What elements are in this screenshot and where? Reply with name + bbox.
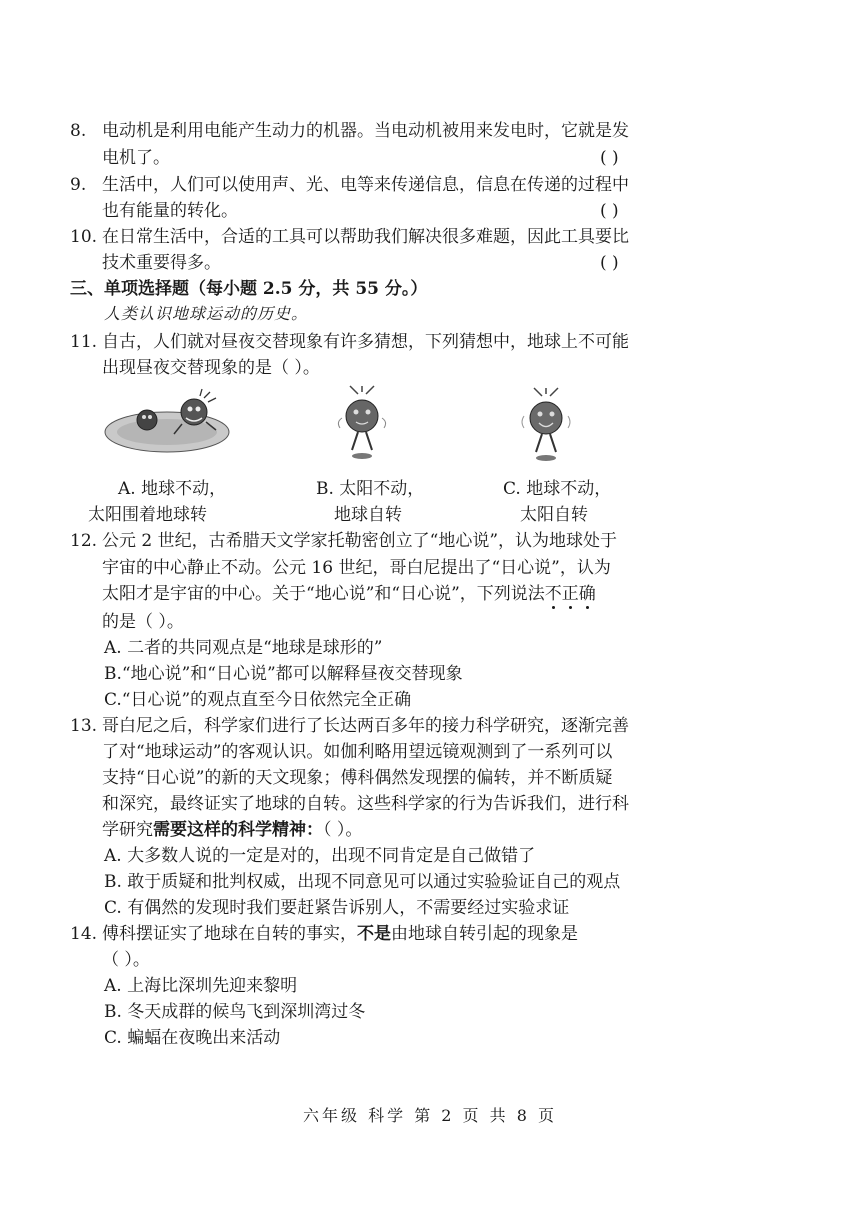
answer-bracket-10[interactable]: ( ): [600, 253, 619, 273]
q11-option-c-line1[interactable]: C. 地球不动，: [503, 479, 612, 499]
q13-option-b[interactable]: B. 敢于质疑和批判权威，出现不同意见可以通过实验验证自己的观点: [104, 872, 621, 892]
earth-sun-illustration-c: [516, 386, 576, 466]
question-14: 14. 傅科摆证实了地球在自转的事实，不是由地球自转引起的现象是: [70, 924, 578, 944]
question-13: 13. 哥白尼之后，科学家们进行了长达两百多年的接力科学研究，逐渐完善: [70, 716, 629, 736]
earth-sun-illustration-a: [102, 388, 237, 458]
q13-option-c[interactable]: C. 有偶然的发现时我们要赶紧告诉别人，不需要经过实验求证: [104, 898, 570, 918]
section-subtitle: 人类认识地球运动的历史。: [104, 304, 309, 323]
question-13-line3: 支持“日心说”的新的天文现象；傅科偶然发现摆的偏转，并不断质疑: [102, 768, 613, 788]
q14-option-a[interactable]: A. 上海比深圳先迎来黎明: [104, 976, 298, 996]
q12-option-b[interactable]: B.“地心说”和“日心说”都可以解释昼夜交替现象: [104, 664, 463, 684]
question-12-line3: 太阳才是宇宙的中心。关于“地心说”和“日心说”，下列说法不正确: [102, 584, 596, 604]
q14-option-c[interactable]: C. 蝙蝠在夜晚出来活动: [104, 1028, 281, 1048]
q12-option-c[interactable]: C.“日心说”的观点直至今日依然完全正确: [104, 690, 412, 710]
question-13-line5: 学研究需要这样的科学精神：（ ）。: [102, 820, 363, 840]
question-11-line2: 出现昼夜交替现象的是（ ）。: [102, 358, 320, 378]
q11-option-c-line2[interactable]: 太阳自转: [520, 505, 588, 525]
q14-option-b[interactable]: B. 冬天成群的候鸟飞到深圳湾过冬: [104, 1002, 366, 1022]
q11-option-b-line1[interactable]: B. 太阳不动，: [316, 479, 425, 499]
page-footer: 六年级 科学 第 2 页 共 8 页: [303, 1106, 557, 1125]
question-13-line4: 和深究，最终证实了地球的自转。这些科学家的行为告诉我们，进行科: [102, 794, 629, 814]
question-8: 8. 电动机是利用电能产生动力的机器。当电动机被用来发电时，它就是发: [70, 121, 629, 141]
q12-option-a[interactable]: A. 二者的共同观点是“地球是球形的”: [104, 638, 383, 658]
question-12: 12. 公元 2 世纪，古希腊天文学家托勒密创立了“地心说”，认为地球处于: [70, 531, 618, 551]
question-10: 10. 在日常生活中，合适的工具可以帮助我们解决很多难题，因此工具要比: [70, 227, 629, 247]
question-12-line4: 的是（ ）。: [102, 612, 184, 632]
question-14-line2: （ ）。: [102, 950, 150, 970]
question-9: 9. 生活中，人们可以使用声、光、电等来传递信息，信息在传递的过程中: [70, 175, 629, 195]
question-8-line2: 电机了。: [102, 148, 170, 168]
question-12-line2: 宇宙的中心静止不动。公元 16 世纪，哥白尼提出了“日心说”，认为: [102, 558, 611, 578]
answer-bracket-8[interactable]: ( ): [600, 148, 619, 168]
q11-option-b-line2[interactable]: 地球自转: [334, 505, 402, 525]
q11-option-a-line1[interactable]: A. 地球不动，: [118, 479, 227, 499]
question-10-line2: 技术重要得多。: [102, 253, 221, 273]
question-13-line2: 了对“地球运动”的客观认识。如伽利略用望远镜观测到了一系列可以: [102, 742, 613, 762]
q11-option-a-line2[interactable]: 太阳围着地球转: [88, 505, 207, 525]
earth-sun-illustration-b: [332, 384, 392, 464]
answer-bracket-9[interactable]: ( ): [600, 201, 619, 221]
question-9-line2: 也有能量的转化。: [102, 201, 238, 221]
q13-option-a[interactable]: A. 大多数人说的一定是对的，出现不同肯定是自己做错了: [104, 846, 536, 866]
section-title: 三、单项选择题（每小题 2.5 分，共 55 分。）: [70, 279, 428, 299]
question-11: 11. 自古，人们就对昼夜交替现象有许多猜想，下列猜想中，地球上不可能: [70, 332, 629, 352]
